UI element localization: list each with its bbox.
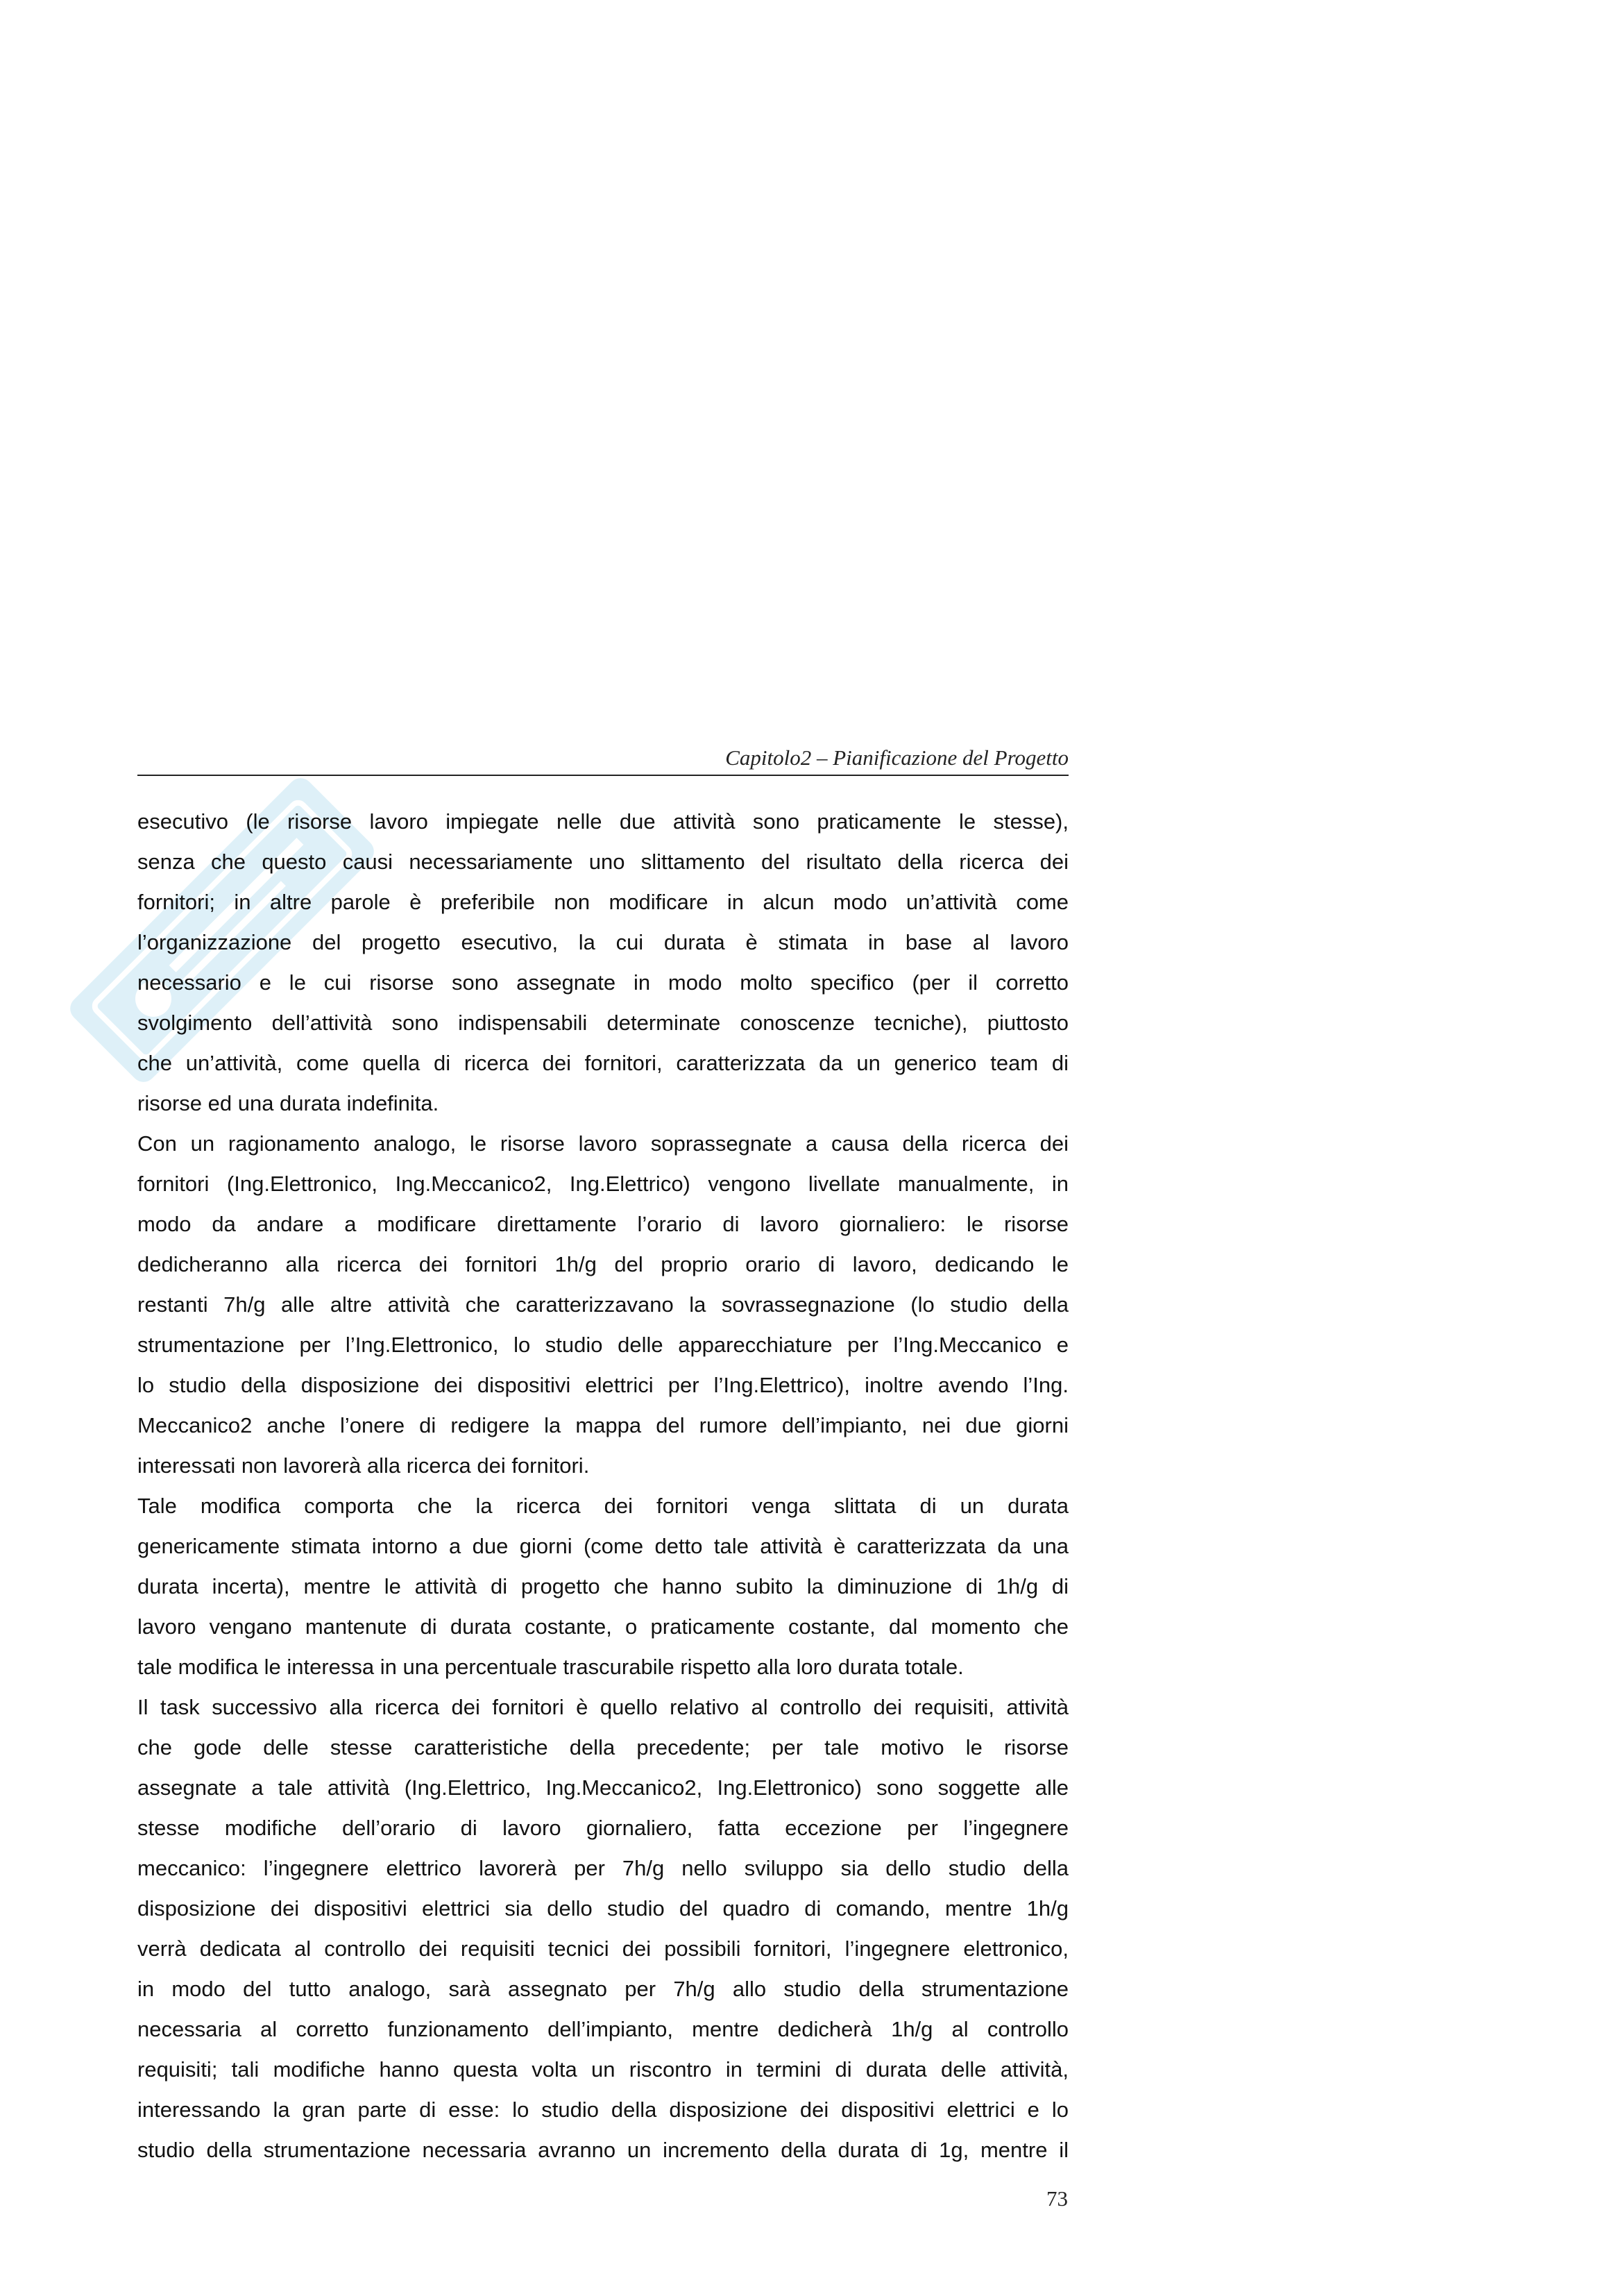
page-number: 73	[1046, 2186, 1068, 2211]
text-line: risorse ed una durata indefinita.	[137, 1091, 439, 1115]
text-line: lavoro vengano mantenute di durata costante, o praticamente costante, dal momento che	[137, 1614, 1069, 1639]
text-line: stesse modifiche dell’orario di lavoro giornaliero, fatta eccezione per l’ingegnere	[137, 1816, 1069, 1840]
text-line: fornitori (Ing.Elettronico, Ing.Meccanico2, Ing.Elettrico) vengono livellate manualmente, in	[137, 1172, 1069, 1196]
text-line: senza che questo causi necessariamente uno slittamento del risultato della ricerca dei	[137, 850, 1069, 874]
text-line: svolgimento dell’attività sono indispensabili determinate conoscenze tecniche), piuttosto	[137, 1011, 1069, 1035]
text-line: disposizione dei dispositivi elettrici sia dello studio del quadro di comando, mentre 1h/g	[137, 1896, 1069, 1921]
text-line: genericamente stimata intorno a due giorni (come detto tale attività è caratterizzata da una	[137, 1534, 1069, 1558]
text-line: esecutivo (le risorse lavoro impiegate nelle due attività sono praticamente le stesse),	[137, 809, 1069, 834]
text-line: restanti 7h/g alle altre attività che caratterizzavano la sovrassegnazione (lo studio della	[137, 1292, 1069, 1317]
text-line: strumentazione per l’Ing.Elettronico, lo studio delle apparecchiature per l’Ing.Meccanico e	[137, 1333, 1069, 1357]
text-line: che un’attività, come quella di ricerca dei fornitori, caratterizzata da un generico team di	[137, 1051, 1069, 1075]
text-line: necessaria al corretto funzionamento dell’impianto, mentre dedicherà 1h/g al controllo	[137, 2017, 1069, 2041]
text-line: in modo del tutto analogo, sarà assegnato per 7h/g allo studio della strumentazione	[137, 1977, 1069, 2001]
text-line: tale modifica le interessa in una percentuale trascurabile rispetto alla loro durata totale.	[137, 1655, 964, 1679]
text-line: assegnate a tale attività (Ing.Elettrico, Ing.Meccanico2, Ing.Elettronico) sono soggette alle	[137, 1775, 1069, 1800]
text-line: lo studio della disposizione dei dispositivi elettrici per l’Ing.Elettrico), inoltre avendo l’Ing.	[137, 1373, 1069, 1397]
text-line: meccanico: l’ingegnere elettrico lavorerà per 7h/g nello sviluppo sia dello studio della	[137, 1856, 1069, 1880]
text-line: Tale modifica comporta che la ricerca dei fornitori venga slittata di un durata	[137, 1494, 1069, 1518]
text-line: modo da andare a modificare direttamente l’orario di lavoro giornaliero: le risorse	[137, 1212, 1069, 1236]
text-line: fornitori; in altre parole è preferibile non modificare in alcun modo un’attività come	[137, 890, 1069, 914]
text-line: necessario e le cui risorse sono assegnate in modo molto specifico (per il corretto	[137, 970, 1069, 995]
text-line: durata incerta), mentre le attività di progetto che hanno subito la diminuzione di 1h/g di	[137, 1574, 1069, 1598]
text-line: dedicheranno alla ricerca dei fornitori 1h/g del proprio orario di lavoro, dedicando le	[137, 1252, 1069, 1276]
body-text	[137, 802, 1069, 2170]
text-line: che gode delle stesse caratteristiche della precedente; per tale motivo le risorse	[137, 1735, 1069, 1759]
text-line: studio della strumentazione necessaria avranno un incremento della durata di 1g, mentre il	[137, 2138, 1069, 2162]
header-title: Capitolo2 – Pianificazione del Progetto	[725, 745, 1069, 770]
running-header	[137, 736, 1069, 776]
text-line: Meccanico2 anche l’onere di redigere la mappa del rumore dell’impianto, nei due giorni	[137, 1413, 1069, 1437]
text-line: verrà dedicata al controllo dei requisiti tecnici dei possibili fornitori, l’ingegnere elettronico,	[137, 1936, 1069, 1961]
text-line: interessati non lavorerà alla ricerca dei fornitori.	[137, 1453, 590, 1478]
text-line: l’organizzazione del progetto esecutivo, la cui durata è stimata in base al lavoro	[137, 930, 1069, 954]
text-line: requisiti; tali modifiche hanno questa volta un riscontro in termini di durata delle attività,	[137, 2057, 1069, 2082]
text-line: Con un ragionamento analogo, le risorse lavoro soprassegnate a causa della ricerca dei	[137, 1131, 1069, 1156]
text-line: interessando la gran parte di esse: lo studio della disposizione dei dispositivi elettrici e lo	[137, 2097, 1069, 2122]
text-line: Il task successivo alla ricerca dei fornitori è quello relativo al controllo dei requisiti, attività	[137, 1695, 1069, 1719]
